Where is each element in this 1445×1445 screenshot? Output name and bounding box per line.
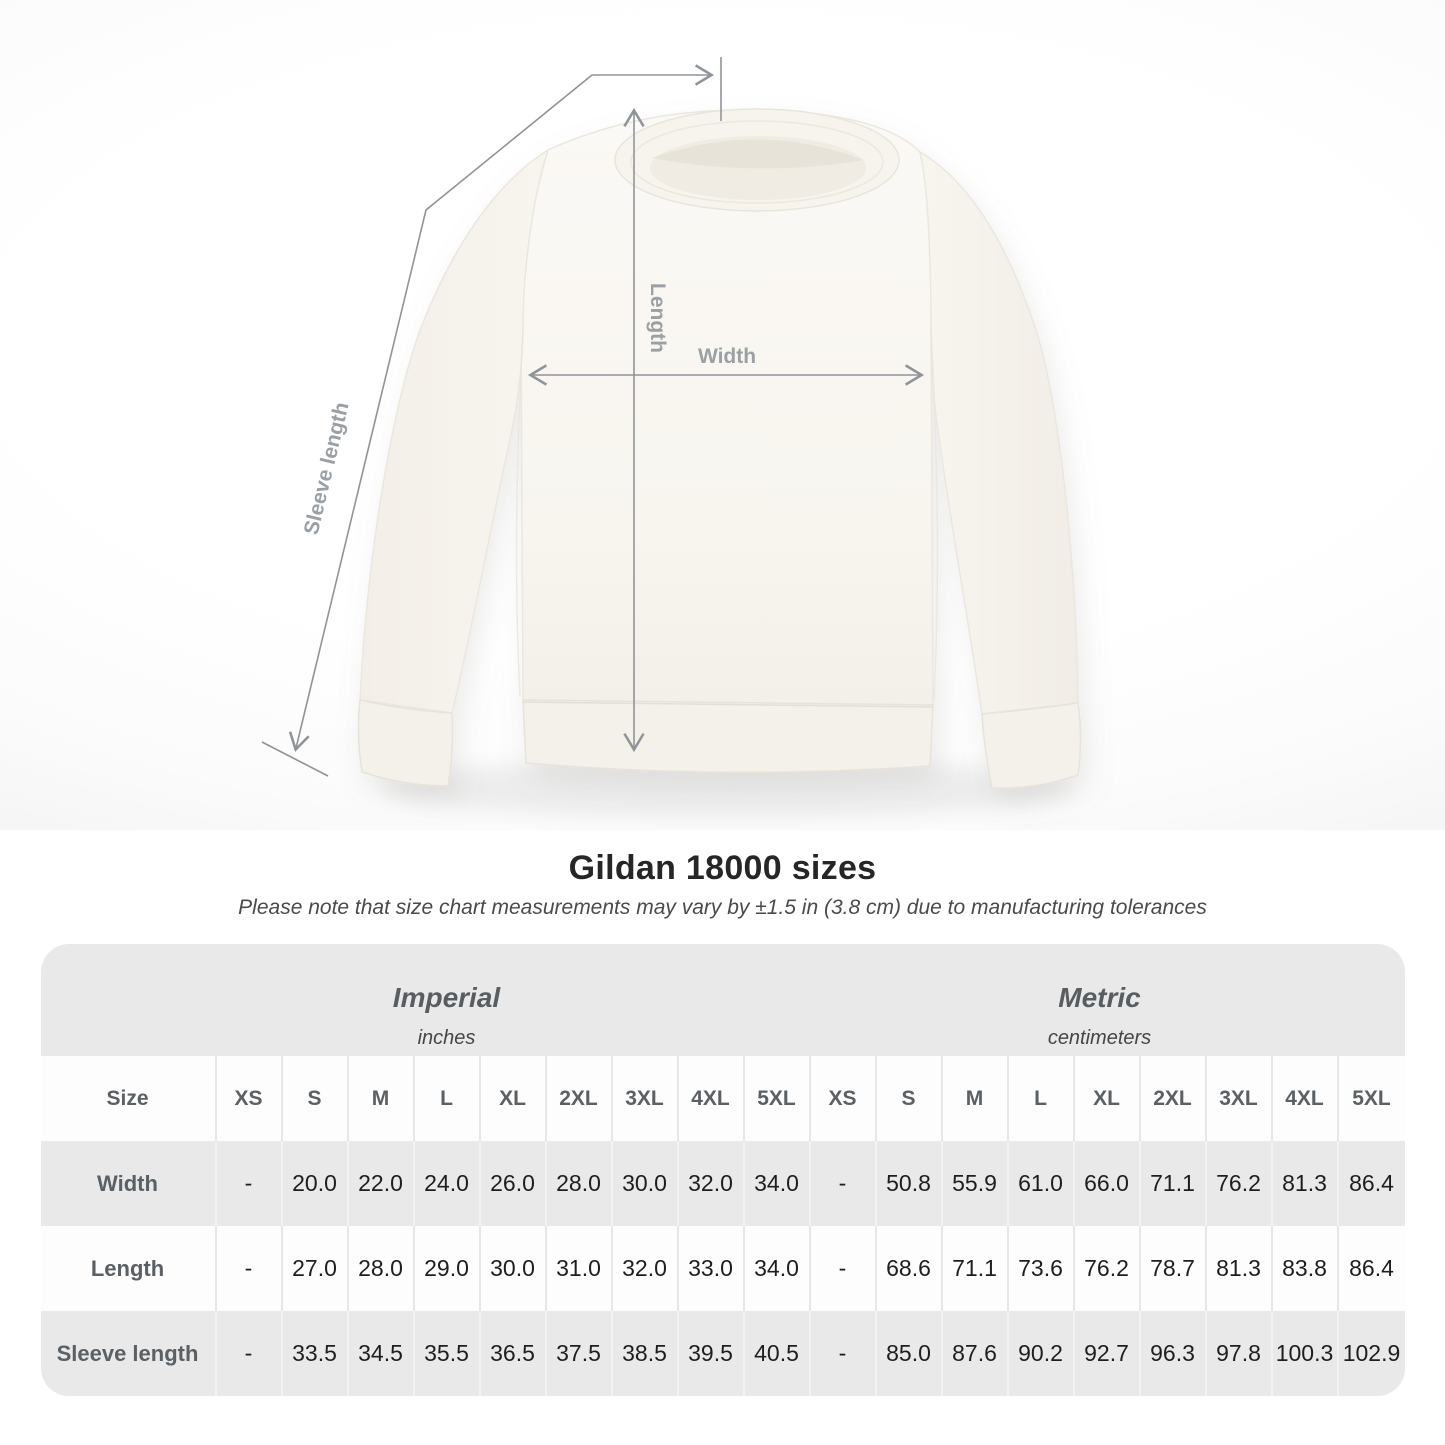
value-cell: 97.8 (1207, 1311, 1273, 1396)
value-cell: - (811, 1311, 877, 1396)
imperial-unit-header (393, 982, 500, 1050)
size-header-cell: S (283, 1056, 349, 1141)
value-cell: 61.0 (1009, 1141, 1075, 1226)
value-cell: 73.6 (1009, 1226, 1075, 1311)
value-cell: 34.0 (745, 1141, 811, 1226)
value-cell: 81.3 (1207, 1226, 1273, 1311)
tolerance-note: Please note that size chart measurements may vary by ±1.5 in (3.8 cm) due to manufacturing tolerances (238, 896, 1207, 919)
size-header-cell: 3XL (613, 1056, 679, 1141)
value-cell: 76.2 (1207, 1141, 1273, 1226)
size-header-cell: XS (811, 1056, 877, 1141)
value-cell: 31.0 (547, 1226, 613, 1311)
row-label: Sleeve length (41, 1311, 217, 1396)
size-table-grid (41, 1056, 1405, 1396)
size-header-cell: S (877, 1056, 943, 1141)
value-cell: 102.9 (1339, 1311, 1405, 1396)
value-cell: 78.7 (1141, 1226, 1207, 1311)
value-cell: - (217, 1141, 283, 1226)
value-cell: 38.5 (613, 1311, 679, 1396)
value-cell: 30.0 (613, 1141, 679, 1226)
value-cell: - (217, 1311, 283, 1396)
value-cell: 27.0 (283, 1226, 349, 1311)
value-cell: 33.0 (679, 1226, 745, 1311)
metric-unit-header (1048, 982, 1151, 1050)
value-cell: 83.8 (1273, 1226, 1339, 1311)
size-header-cell: 5XL (745, 1056, 811, 1141)
value-cell: 24.0 (415, 1141, 481, 1226)
value-cell: 32.0 (613, 1226, 679, 1311)
value-cell: 34.5 (349, 1311, 415, 1396)
value-cell: 100.3 (1273, 1311, 1339, 1396)
value-cell: 36.5 (481, 1311, 547, 1396)
value-cell: 71.1 (943, 1226, 1009, 1311)
size-col-header: Size (41, 1056, 217, 1141)
unit-header (41, 944, 1405, 1056)
length-label: Length (646, 283, 669, 353)
row-label: Length (41, 1226, 217, 1311)
value-cell: 29.0 (415, 1226, 481, 1311)
value-cell: 33.5 (283, 1311, 349, 1396)
size-table (41, 944, 1405, 1396)
size-header-cell: 4XL (1273, 1056, 1339, 1141)
imperial-sublabel: inches (417, 1027, 476, 1049)
value-cell: 28.0 (547, 1141, 613, 1226)
value-cell: 96.3 (1141, 1311, 1207, 1396)
value-cell: 28.0 (349, 1226, 415, 1311)
value-cell: - (811, 1141, 877, 1226)
value-cell: 39.5 (679, 1311, 745, 1396)
value-cell: 20.0 (283, 1141, 349, 1226)
size-header-cell: XL (481, 1056, 547, 1141)
shirt-hem-band (523, 700, 933, 772)
size-header-cell: XS (217, 1056, 283, 1141)
value-cell: 55.9 (943, 1141, 1009, 1226)
shirt-left-sleeve (360, 150, 548, 713)
size-header-cell: 3XL (1207, 1056, 1273, 1141)
value-cell: 35.5 (415, 1311, 481, 1396)
shirt-right-cuff (982, 703, 1081, 788)
size-header-cell: L (1009, 1056, 1075, 1141)
value-cell: 30.0 (481, 1226, 547, 1311)
size-header-cell: XL (1075, 1056, 1141, 1141)
size-header-cell: M (349, 1056, 415, 1141)
shirt-right-sleeve (920, 152, 1078, 714)
value-cell: 37.5 (547, 1311, 613, 1396)
value-cell: 26.0 (481, 1141, 547, 1226)
value-cell: 86.4 (1339, 1141, 1405, 1226)
value-cell: 86.4 (1339, 1226, 1405, 1311)
size-header-cell: 4XL (679, 1056, 745, 1141)
value-cell: 90.2 (1009, 1311, 1075, 1396)
value-cell: 66.0 (1075, 1141, 1141, 1226)
value-cell: 81.3 (1273, 1141, 1339, 1226)
value-cell: 22.0 (349, 1141, 415, 1226)
value-cell: 85.0 (877, 1311, 943, 1396)
value-cell: 34.0 (745, 1226, 811, 1311)
page-title: Gildan 18000 sizes (568, 849, 877, 887)
sleeve-length-label: Sleeve length (299, 399, 354, 537)
metric-label: Metric (1058, 982, 1141, 1013)
value-cell: - (811, 1226, 877, 1311)
value-cell: 40.5 (745, 1311, 811, 1396)
size-header-cell: 5XL (1339, 1056, 1405, 1141)
size-header-cell: 2XL (1141, 1056, 1207, 1141)
size-header-cell: M (943, 1056, 1009, 1141)
value-cell: 71.1 (1141, 1141, 1207, 1226)
imperial-label: Imperial (392, 982, 501, 1013)
value-cell: 92.7 (1075, 1311, 1141, 1396)
value-cell: 50.8 (877, 1141, 943, 1226)
sweatshirt-illustration (358, 109, 1080, 788)
value-cell: 87.6 (943, 1311, 1009, 1396)
size-header-cell: L (415, 1056, 481, 1141)
value-cell: - (217, 1226, 283, 1311)
value-cell: 32.0 (679, 1141, 745, 1226)
metric-sublabel: centimeters (1047, 1027, 1152, 1049)
value-cell: 68.6 (877, 1226, 943, 1311)
width-label: Width (697, 345, 757, 368)
shirt-left-cuff (358, 700, 452, 786)
size-header-cell: 2XL (547, 1056, 613, 1141)
value-cell: 76.2 (1075, 1226, 1141, 1311)
row-label: Width (41, 1141, 217, 1226)
